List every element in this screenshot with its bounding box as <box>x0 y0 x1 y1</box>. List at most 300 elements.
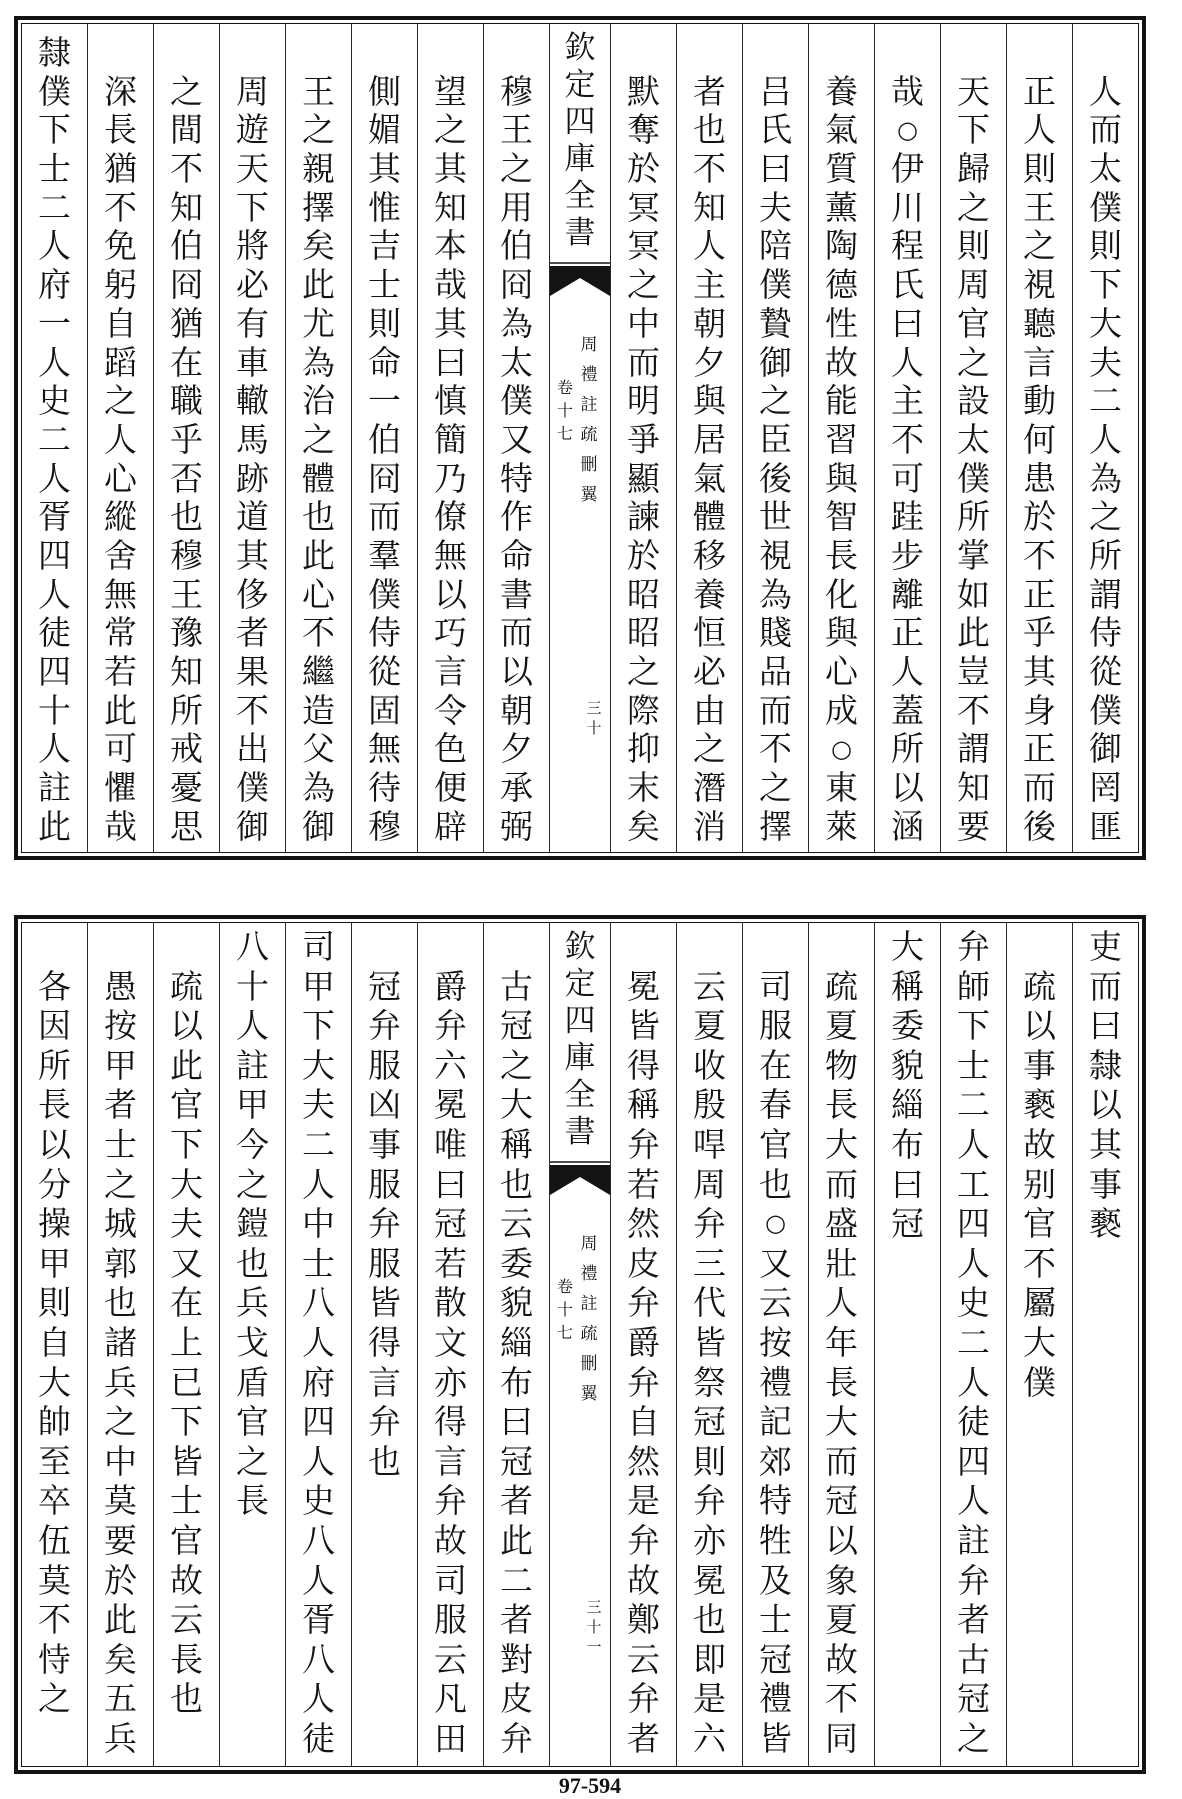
text-column <box>219 923 285 1766</box>
glyph: 心 <box>825 652 858 691</box>
glyph: 羣 <box>368 535 401 575</box>
glyph: 皆 <box>368 1283 401 1323</box>
glyph: 也 <box>170 1679 203 1719</box>
glyph: 云 <box>627 1639 660 1679</box>
glyph: 徒 <box>38 613 71 653</box>
glyph: 之 <box>302 419 335 459</box>
glyph: 僚 <box>434 497 467 537</box>
glyph: 物 <box>825 1045 858 1085</box>
glyph: 四 <box>302 1402 335 1442</box>
glyph: 三 <box>586 1598 602 1616</box>
glyph: 得 <box>368 1322 401 1362</box>
leaf-number <box>582 698 606 738</box>
glyph: 全 <box>564 178 596 214</box>
text-column <box>1072 923 1138 1766</box>
glyph: 此 <box>38 806 71 846</box>
text-column <box>808 24 874 852</box>
glyph: 與 <box>825 458 858 498</box>
glyph: 四 <box>38 652 71 691</box>
glyph: 周 <box>693 1164 726 1204</box>
glyph: 而 <box>1089 966 1122 1006</box>
glyph: 操 <box>38 1204 71 1244</box>
glyph: 則 <box>1089 226 1122 266</box>
glyph: 服 <box>434 1600 467 1640</box>
glyph: 庫 <box>564 141 596 177</box>
glyph: 際 <box>627 690 660 730</box>
glyph: 今 <box>236 1124 269 1164</box>
glyph: 色 <box>434 729 467 769</box>
glyph: 之 <box>1089 497 1122 537</box>
glyph: 伊 <box>891 149 924 189</box>
glyph: 正 <box>1023 729 1056 769</box>
glyph: 即 <box>693 1639 726 1679</box>
glyph: 定 <box>564 966 596 1002</box>
glyph: 不 <box>236 690 269 730</box>
glyph: 言 <box>434 652 467 691</box>
glyph: 已 <box>170 1362 203 1402</box>
column-text <box>286 927 351 1758</box>
glyph: 人 <box>1089 419 1122 459</box>
glyph: 夫 <box>170 1204 203 1244</box>
glyph: 鎧 <box>236 1204 269 1244</box>
glyph: 掌 <box>957 535 990 575</box>
glyph: 工 <box>957 1164 990 1204</box>
glyph: 七 <box>556 424 573 443</box>
glyph: 不 <box>693 149 726 189</box>
glyph: 王 <box>500 110 533 150</box>
glyph: 側 <box>368 71 401 111</box>
glyph: 之 <box>693 729 726 769</box>
glyph: 大 <box>38 1362 71 1402</box>
glyph: 不 <box>170 149 203 189</box>
glyph: 徒 <box>957 1402 990 1442</box>
glyph: 大 <box>825 1124 858 1164</box>
glyph: 跡 <box>236 458 269 498</box>
glyph: 僕 <box>368 574 401 614</box>
glyph: 以 <box>500 652 533 691</box>
glyph: 之 <box>104 381 137 421</box>
glyph: 事 <box>1023 1045 1056 1085</box>
glyph: 穆 <box>170 535 203 575</box>
text-column <box>219 24 285 852</box>
glyph: 潛 <box>693 768 726 808</box>
glyph: 人 <box>891 342 924 382</box>
glyph: 馬 <box>236 419 269 459</box>
glyph: 憂 <box>170 768 203 808</box>
glyph: 翼 <box>580 485 598 505</box>
glyph: 冥 <box>627 226 660 266</box>
glyph: 抑 <box>627 729 660 769</box>
glyph: 徒 <box>302 1718 335 1758</box>
glyph: 王 <box>302 71 335 111</box>
glyph: 用 <box>500 187 533 227</box>
glyph: 弁 <box>500 1718 533 1758</box>
glyph: 何 <box>1023 419 1056 459</box>
glyph: 其 <box>368 149 401 189</box>
glyph: 者 <box>104 1085 137 1125</box>
glyph: 弁 <box>693 1204 726 1244</box>
glyph: 冕 <box>693 1560 726 1600</box>
column-text <box>1007 967 1072 1403</box>
glyph: 心 <box>302 574 335 614</box>
glyph: 則 <box>368 303 401 343</box>
glyph: 而 <box>627 342 660 382</box>
text-column <box>483 24 549 852</box>
page-number: 97-594 <box>558 1773 622 1798</box>
glyph: 年 <box>825 1322 858 1362</box>
glyph: 甲 <box>38 1243 71 1283</box>
glyph: 七 <box>556 1323 573 1342</box>
glyph: 僕 <box>236 768 269 808</box>
glyph: 郊 <box>759 1441 792 1481</box>
glyph: 人 <box>957 1243 990 1283</box>
glyph: 夏 <box>693 1006 726 1046</box>
glyph: 車 <box>236 342 269 382</box>
glyph: 道 <box>236 497 269 537</box>
glyph: 愚 <box>104 966 137 1006</box>
glyph: 擇 <box>302 187 335 227</box>
glyph: 莫 <box>104 1481 137 1521</box>
glyph: 人 <box>38 729 71 769</box>
glyph: 兵 <box>104 1718 137 1758</box>
glyph: 僕 <box>38 71 71 111</box>
glyph: 莫 <box>38 1560 71 1600</box>
glyph: 王 <box>1023 187 1056 227</box>
glyph: 緇 <box>500 1322 533 1362</box>
glyph: 禮 <box>580 365 598 385</box>
glyph: 質 <box>825 149 858 189</box>
text-column <box>22 923 87 1766</box>
glyph: 大 <box>1089 303 1122 343</box>
leaf-frame <box>21 922 1139 1767</box>
glyph: 昭 <box>627 613 660 653</box>
glyph: 默 <box>627 71 660 111</box>
glyph: 跬 <box>891 497 924 537</box>
glyph: 府 <box>302 1362 335 1402</box>
glyph: 上 <box>170 1322 203 1362</box>
center-band <box>549 24 610 852</box>
glyph: 果 <box>236 652 269 691</box>
glyph: 所 <box>957 497 990 537</box>
column-text <box>743 967 808 1759</box>
glyph: 職 <box>170 381 203 421</box>
glyph: 為 <box>500 303 533 343</box>
glyph: 此 <box>104 690 137 730</box>
glyph: 稱 <box>627 1085 660 1125</box>
glyph: 伍 <box>38 1520 71 1560</box>
glyph: 欽 <box>564 929 596 965</box>
glyph: 云 <box>500 1204 533 1244</box>
glyph: 化 <box>825 574 858 614</box>
glyph: 又 <box>759 1243 792 1283</box>
glyph: 尤 <box>302 303 335 343</box>
glyph: 恃 <box>38 1639 71 1679</box>
glyph: 官 <box>957 303 990 343</box>
glyph: 品 <box>759 652 792 691</box>
glyph: 則 <box>693 1441 726 1481</box>
column-text <box>22 967 87 1719</box>
glyph: 二 <box>957 1085 990 1125</box>
glyph: 疏 <box>580 425 598 445</box>
glyph: 視 <box>759 535 792 575</box>
glyph: 胥 <box>302 1600 335 1640</box>
glyph: 十 <box>38 690 71 730</box>
glyph: 者 <box>500 1600 533 1640</box>
glyph: 稱 <box>500 1124 533 1164</box>
glyph: 史 <box>957 1283 990 1323</box>
glyph: 之 <box>170 71 203 111</box>
glyph: 盛 <box>825 1204 858 1244</box>
glyph: 智 <box>825 497 858 537</box>
glyph: 冠 <box>693 1402 726 1442</box>
glyph: 散 <box>434 1283 467 1323</box>
glyph: 天 <box>957 71 990 111</box>
glyph: 人 <box>957 1124 990 1164</box>
glyph: 豈 <box>957 652 990 691</box>
glyph: 服 <box>368 1045 401 1085</box>
glyph: 弁 <box>368 1204 401 1244</box>
glyph: 在 <box>759 1045 792 1085</box>
glyph: 人 <box>38 574 71 614</box>
glyph: 伯 <box>500 226 533 266</box>
text-column <box>351 923 417 1766</box>
column-text <box>941 73 1006 847</box>
glyph: 乃 <box>434 458 467 498</box>
glyph: 十 <box>586 1618 602 1636</box>
glyph: 人 <box>825 1283 858 1323</box>
glyph: 云 <box>759 1283 792 1323</box>
glyph: 疏 <box>1023 966 1056 1006</box>
glyph: 因 <box>38 1006 71 1046</box>
glyph: 者 <box>500 1481 533 1521</box>
glyph: 造 <box>302 690 335 730</box>
glyph: 其 <box>1089 1124 1122 1164</box>
glyph: 欽 <box>564 30 596 66</box>
glyph: 吕 <box>759 71 792 111</box>
glyph: 長 <box>104 110 137 150</box>
glyph: 士 <box>368 265 401 305</box>
glyph: 對 <box>500 1639 533 1679</box>
glyph: 八 <box>302 1520 335 1560</box>
glyph: 然 <box>627 1441 660 1481</box>
glyph: 得 <box>434 1402 467 1442</box>
glyph: 冥 <box>627 187 660 227</box>
glyph: 而 <box>1089 110 1122 150</box>
glyph: 氏 <box>891 265 924 305</box>
glyph: 士 <box>957 1045 990 1085</box>
glyph: 否 <box>170 458 203 498</box>
glyph: 弁 <box>693 1481 726 1521</box>
glyph: 本 <box>434 226 467 266</box>
glyph: 性 <box>825 303 858 343</box>
glyph: 官 <box>236 1402 269 1442</box>
glyph: 又 <box>500 419 533 459</box>
glyph: 夫 <box>1089 342 1122 382</box>
glyph: 在 <box>170 342 203 382</box>
glyph: 猶 <box>170 303 203 343</box>
glyph: 人 <box>891 652 924 691</box>
text-column <box>153 24 219 852</box>
column-text <box>154 967 219 1719</box>
glyph: 於 <box>627 149 660 189</box>
column-text <box>941 927 1006 1758</box>
glyph: 冠 <box>500 1006 533 1046</box>
text-column <box>351 24 417 852</box>
leaf-frame <box>21 23 1139 853</box>
glyph: 特 <box>759 1481 792 1521</box>
glyph: 而 <box>825 1441 858 1481</box>
glyph: 皆 <box>759 1718 792 1758</box>
glyph: 褻 <box>1023 1085 1056 1125</box>
glyph: 冠 <box>891 1204 924 1244</box>
column-text <box>611 967 676 1759</box>
glyph: 胥 <box>38 497 71 537</box>
glyph: 之 <box>236 1441 269 1481</box>
glyph: 父 <box>302 729 335 769</box>
glyph: 哻 <box>693 1124 726 1164</box>
glyph: 卷 <box>556 378 573 397</box>
glyph: 謂 <box>1089 574 1122 614</box>
glyph: 下 <box>1089 265 1122 305</box>
glyph: 褻 <box>1089 1204 1122 1244</box>
glyph: 聽 <box>1023 303 1056 343</box>
glyph: 稱 <box>891 966 924 1006</box>
glyph: 之 <box>957 187 990 227</box>
column-text <box>88 73 153 847</box>
column-text <box>154 73 219 847</box>
glyph: 德 <box>825 265 858 305</box>
glyph: 作 <box>500 497 533 537</box>
glyph: 弁 <box>627 1520 660 1560</box>
glyph: 而 <box>500 613 533 653</box>
glyph: 主 <box>693 265 726 305</box>
glyph: 弁 <box>957 927 990 966</box>
text-column <box>87 923 153 1766</box>
glyph: 王 <box>170 574 203 614</box>
glyph: 也 <box>693 110 726 150</box>
glyph: 隸 <box>38 33 71 72</box>
column-text <box>1007 73 1072 847</box>
glyph: 皆 <box>170 1441 203 1481</box>
glyph: 所 <box>1089 535 1122 575</box>
glyph: 消 <box>693 806 726 846</box>
glyph: 曰 <box>434 1164 467 1204</box>
glyph: 服 <box>368 1164 401 1204</box>
glyph: 之 <box>500 149 533 189</box>
text-column <box>940 24 1006 852</box>
text-column <box>742 24 808 852</box>
glyph: 侍 <box>368 613 401 653</box>
glyph: 而 <box>368 497 401 537</box>
glyph: 固 <box>368 690 401 730</box>
glyph: 諫 <box>627 497 660 537</box>
glyph: 以 <box>1089 1085 1122 1125</box>
glyph: 成 <box>825 690 858 730</box>
fishtail-mark <box>550 1161 610 1195</box>
glyph: 朝 <box>693 303 726 343</box>
glyph: 者 <box>693 71 726 111</box>
glyph: 媚 <box>368 110 401 150</box>
glyph: 全 <box>564 1077 596 1113</box>
glyph: 其 <box>434 303 467 343</box>
glyph: 皆 <box>627 1006 660 1046</box>
glyph: 罔 <box>1089 768 1122 808</box>
glyph: 矣 <box>104 1639 137 1679</box>
text-column <box>22 24 87 852</box>
glyph: 古 <box>500 966 533 1006</box>
glyph: 而 <box>1023 768 1056 808</box>
glyph: 薰 <box>825 187 858 227</box>
glyph: 有 <box>236 303 269 343</box>
glyph: 卷 <box>556 1277 573 1296</box>
glyph: 長 <box>825 535 858 575</box>
glyph: 皮 <box>500 1679 533 1719</box>
glyph: 弁 <box>627 1124 660 1164</box>
glyph: 十 <box>556 1300 573 1319</box>
glyph: 是 <box>693 1679 726 1719</box>
glyph: 慎 <box>434 381 467 421</box>
glyph: 令 <box>434 690 467 730</box>
glyph: 周 <box>236 71 269 111</box>
glyph: 故 <box>627 1560 660 1600</box>
glyph: 養 <box>825 71 858 111</box>
glyph: 司 <box>434 1560 467 1600</box>
glyph: 吉 <box>368 226 401 266</box>
glyph: 甲 <box>302 966 335 1006</box>
glyph: 夕 <box>500 729 533 769</box>
glyph: 師 <box>957 966 990 1006</box>
glyph: 正 <box>1023 574 1056 614</box>
glyph: 大 <box>500 1085 533 1125</box>
text-column <box>808 923 874 1766</box>
glyph: 遊 <box>236 110 269 150</box>
glyph: 士 <box>302 1243 335 1283</box>
glyph: 太 <box>1089 149 1122 189</box>
glyph: 萊 <box>825 806 858 846</box>
glyph: 書 <box>564 1114 596 1150</box>
glyph: 人 <box>957 1481 990 1521</box>
glyph: 若 <box>627 1164 660 1204</box>
glyph: 八 <box>236 927 269 966</box>
glyph: 體 <box>302 458 335 498</box>
book-title <box>577 1229 601 1409</box>
glyph: 一 <box>368 381 401 421</box>
glyph: 人 <box>302 1164 335 1204</box>
glyph: 之 <box>236 1164 269 1204</box>
glyph: 矣 <box>627 806 660 846</box>
glyph: 末 <box>627 768 660 808</box>
glyph: 出 <box>236 729 269 769</box>
glyph: 之 <box>1023 226 1056 266</box>
glyph: 侍 <box>1089 613 1122 653</box>
glyph: 同 <box>825 1718 858 1758</box>
glyph: 言 <box>434 1441 467 1481</box>
glyph: 辟 <box>434 806 467 846</box>
glyph: 穆 <box>368 806 401 846</box>
glyph: 哉 <box>891 71 924 111</box>
column-text <box>352 967 417 1482</box>
glyph: 冠 <box>500 1441 533 1481</box>
glyph: 所 <box>170 690 203 730</box>
glyph: 賤 <box>759 613 792 653</box>
glyph: 禮 <box>759 1362 792 1402</box>
glyph: 可 <box>891 458 924 498</box>
glyph: 與 <box>825 613 858 653</box>
glyph: 十 <box>586 719 602 737</box>
glyph: 人 <box>957 1362 990 1402</box>
glyph: 之 <box>302 110 335 150</box>
glyph: 下 <box>170 1402 203 1442</box>
